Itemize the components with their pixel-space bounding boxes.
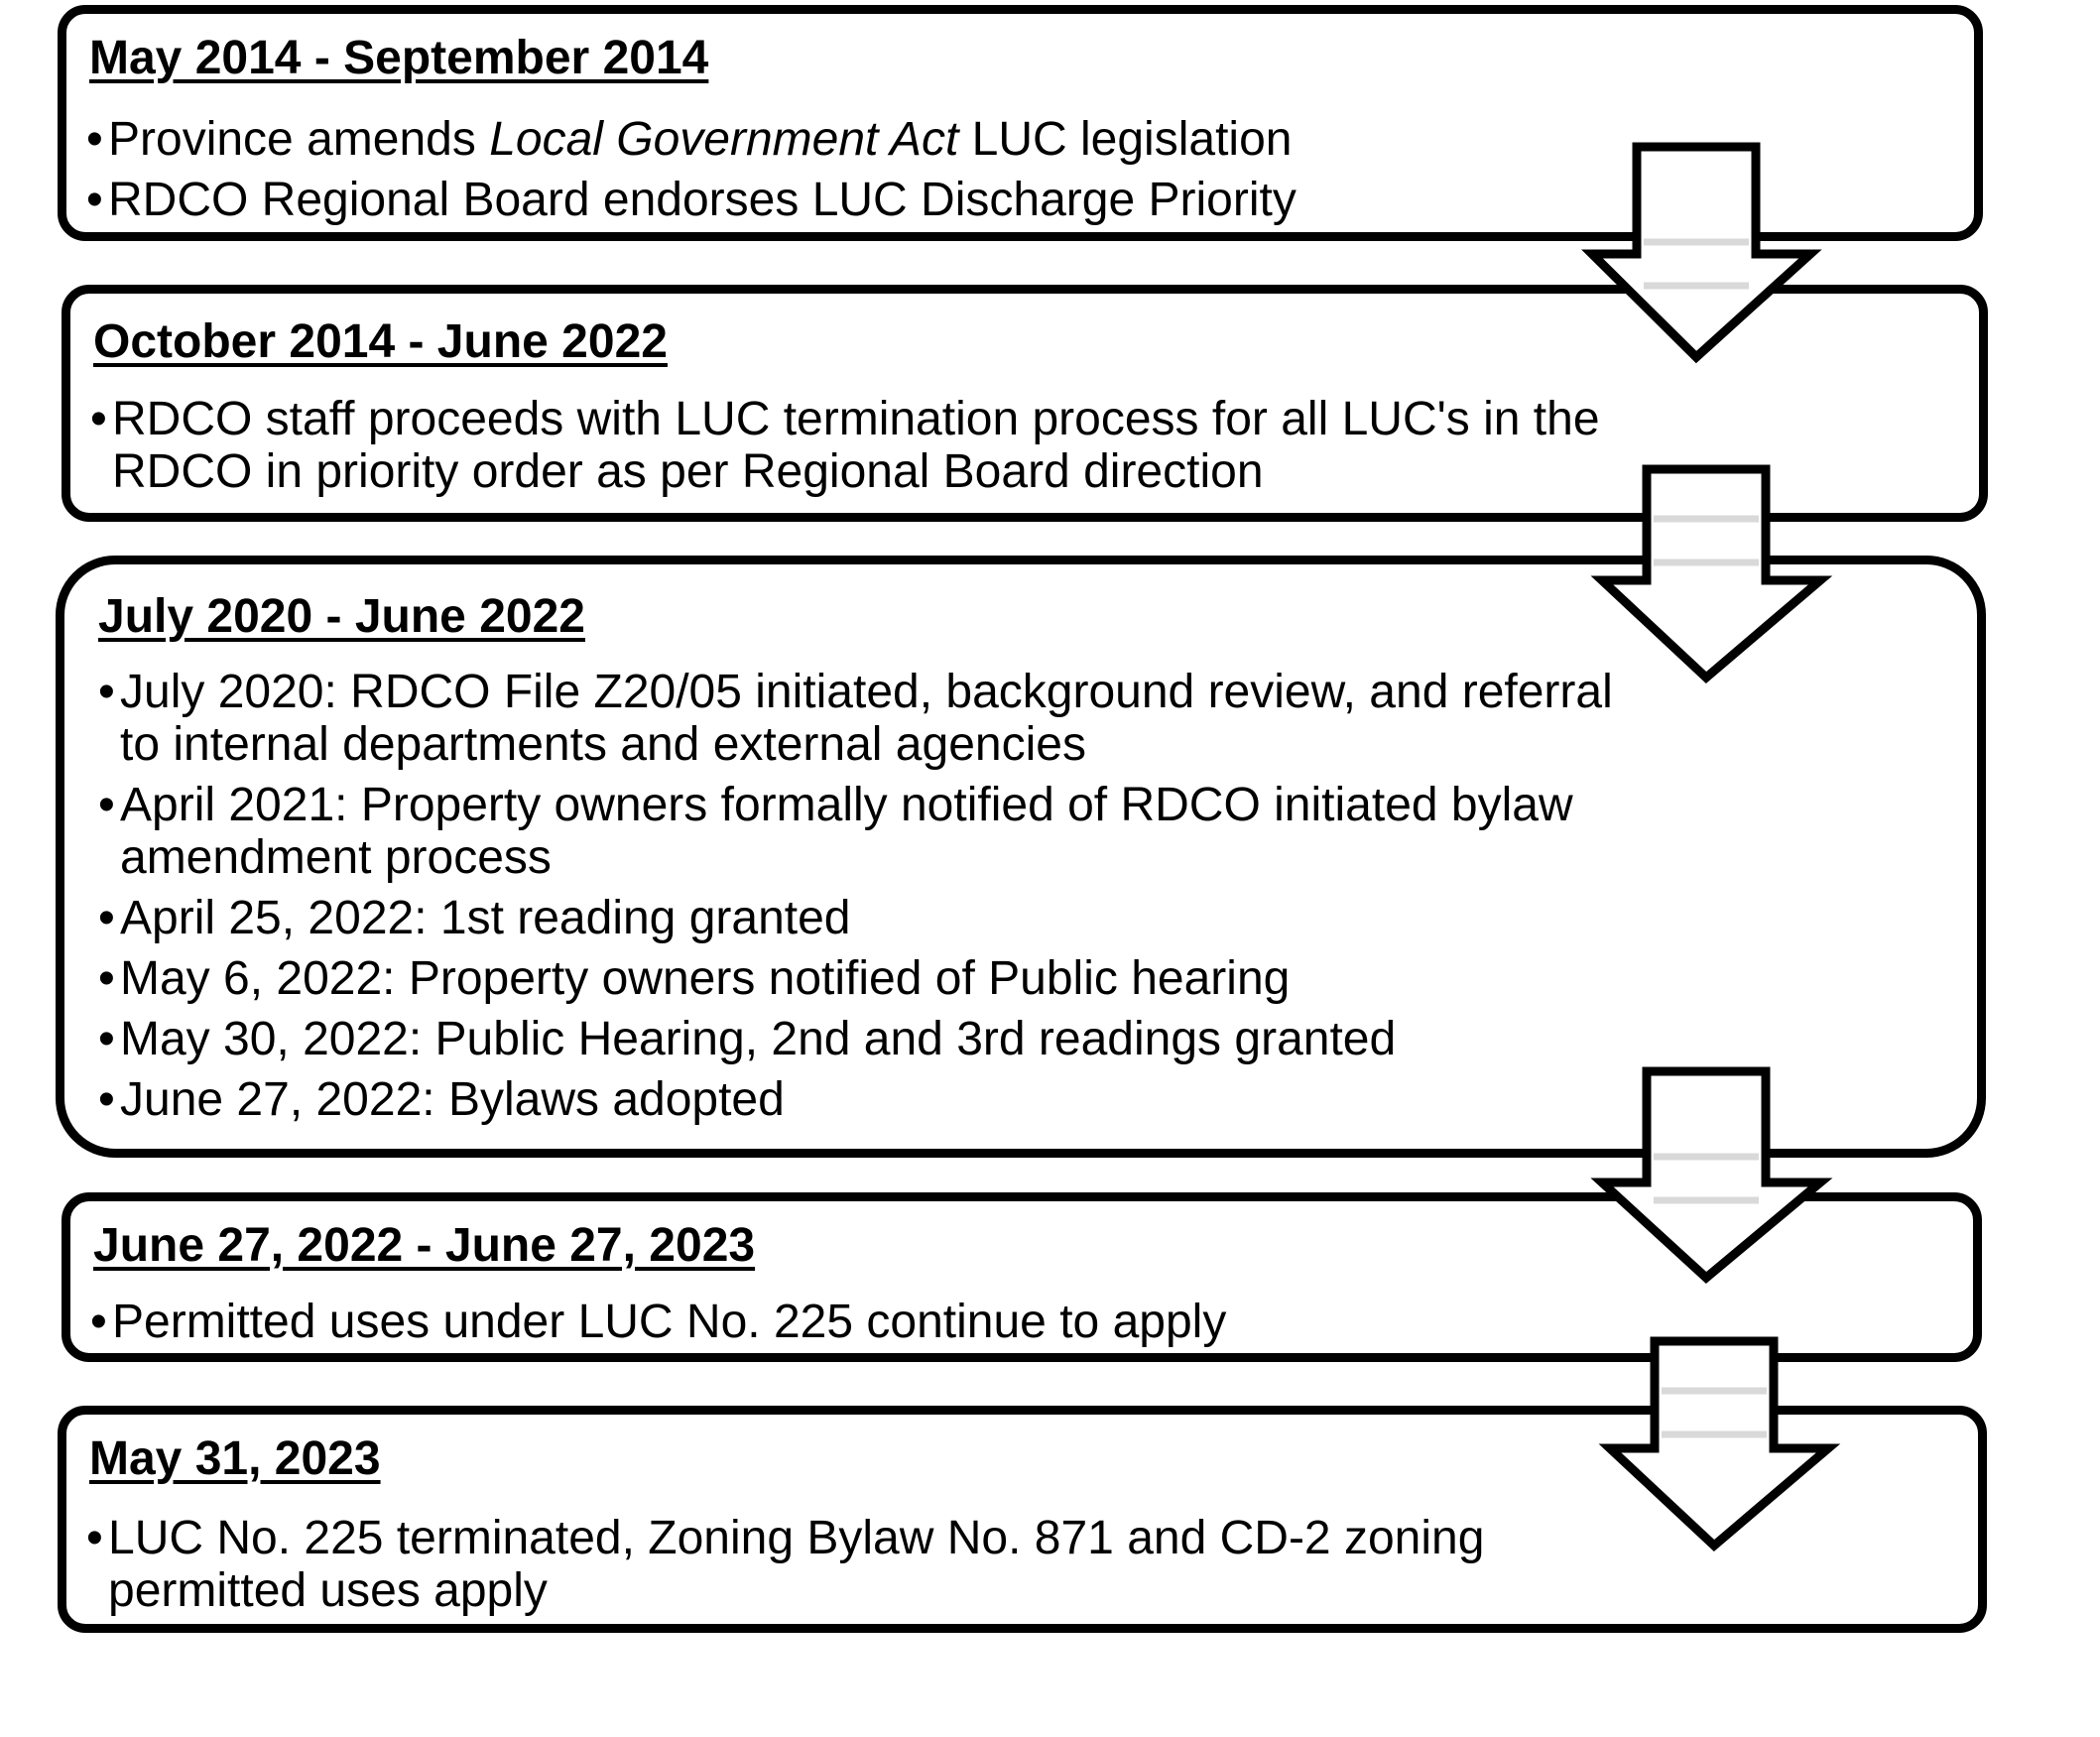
bullet-dot: • [98,1013,115,1065]
stage-bullet [90,1296,1226,1348]
bullet-dot: • [98,779,115,831]
down-arrow-icon [1582,141,1820,369]
bullet-dot: • [90,393,107,445]
bullet-dot: • [98,892,115,944]
down-arrow-icon [1592,1065,1830,1294]
stage-heading: June 27, 2022 - June 27, 2023 [93,1219,756,1272]
bullet-text: May 30, 2022: Public Hearing, 2nd and 3rd readings granted [120,1013,1397,1065]
bullet-dot: • [98,952,115,1005]
stage-bullet [98,1013,1646,1065]
bullet-text-prefix: Province amends [108,113,490,166]
bullet-dot: • [86,1512,103,1564]
stage-bullet-list [90,1296,1226,1348]
bullet-text-emphasis: Local Government Act [489,113,959,166]
stage-bullet [90,393,1638,498]
stage-bullet [98,1073,1646,1126]
down-arrow-icon [1592,463,1830,691]
bullet-text: April 2021: Property owners formally notified of RDCO initiated bylaw amendment process [120,779,1573,884]
bullet-text: LUC No. 225 terminated, Zoning Bylaw No. 871 and CD-2 zoning permitted uses apply [108,1512,1485,1617]
bullet-dot: • [98,666,115,718]
down-arrow-shape [1592,147,1810,357]
stage-bullet [86,1512,1634,1617]
stage-heading: May 2014 - September 2014 [89,32,709,84]
stage-bullet [86,170,1297,230]
bullet-dot: • [86,174,103,226]
stage-bullet [98,779,1646,884]
stage-bullet [98,892,1646,944]
bullet-text: May 6, 2022: Property owners notified of Public hearing [120,952,1291,1005]
stage-heading: October 2014 - June 2022 [93,315,668,368]
bullet-text [108,109,1297,170]
bullet-text-suffix: LUC legislation [958,113,1293,166]
down-arrow-shape [1610,1341,1828,1546]
down-arrow-shape [1602,1071,1820,1278]
stage-heading: July 2020 - June 2022 [98,590,585,643]
stage-bullet-list [98,666,1646,1134]
stage-bullet [98,952,1646,1005]
stage-bullet [86,109,1297,170]
bullet-text: April 25, 2022: 1st reading granted [120,892,851,944]
down-arrow-shape [1602,469,1820,678]
stage-bullet-list [90,393,1638,498]
stage-bullet-list [86,109,1297,230]
stage-heading: May 31, 2023 [89,1432,381,1485]
bullet-dot: • [98,1073,115,1126]
stage-bullet [98,666,1646,771]
bullet-text: June 27, 2022: Bylaws adopted [120,1073,785,1126]
down-arrow-icon [1600,1335,1838,1563]
bullet-text: July 2020: RDCO File Z20/05 initiated, background review, and referral to internal departments and external agencies [120,666,1613,771]
bullet-text: Permitted uses under LUC No. 225 continue to apply [112,1296,1227,1348]
bullet-dot: • [90,1296,107,1348]
bullet-dot: • [86,113,103,166]
bullet-text: RDCO Regional Board endorses LUC Discharge Priority [108,174,1297,226]
bullet-text: RDCO staff proceeds with LUC termination process for all LUC's in the RDCO in priority order as per Regional Board direction [112,393,1600,498]
stage-bullet-list [86,1512,1634,1617]
